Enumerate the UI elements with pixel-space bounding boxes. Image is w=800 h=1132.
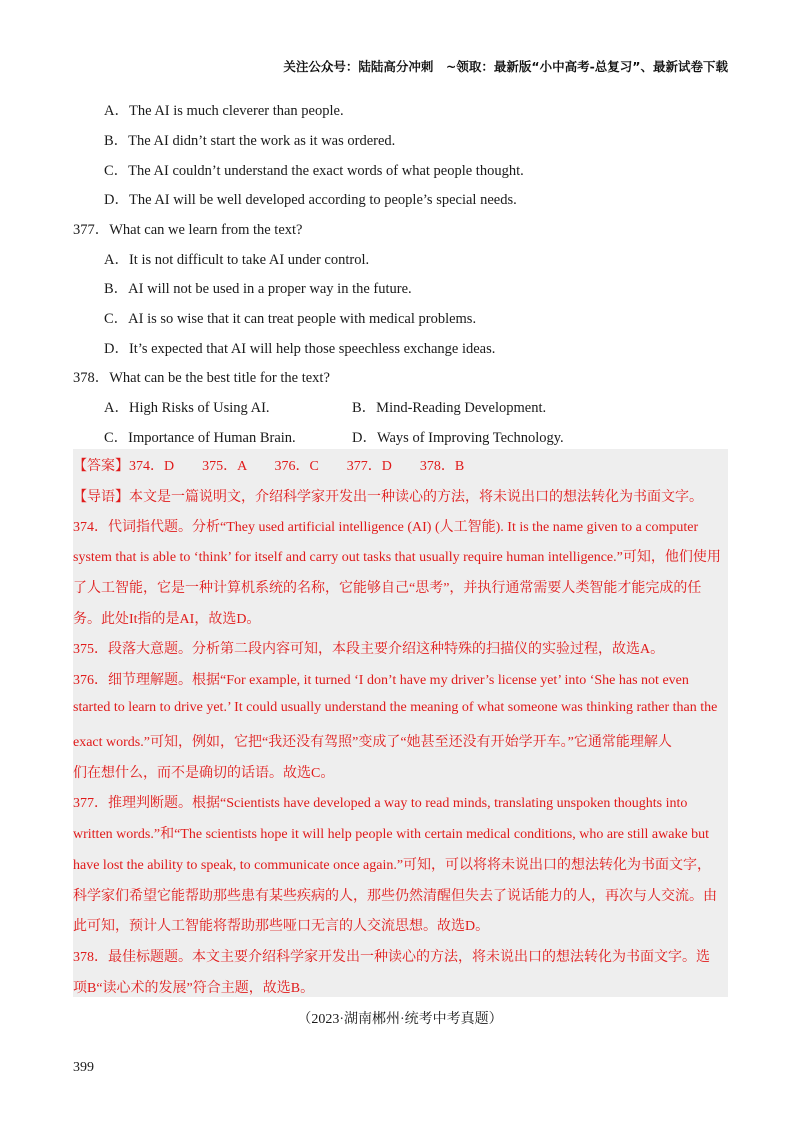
q377-stem: 377．What can we learn from the text? [73,222,303,238]
analysis-line: 务。此处It指的是AI，故选D。 [73,612,261,627]
intro-line: 【导语】本文是一篇说明文，介绍科学家开发出一种读心的方法，将未说出口的想法转化为书面文字。 [73,490,703,505]
q377-option-c: C．AI is so wise that it can treat people with medical problems. [104,311,477,327]
q377-option-b: B．AI will not be used in a proper way in the future. [104,281,412,297]
analysis-line: 378．最佳标题题。本文主要介绍科学家开发出一种读心的方法，将未说出口的想法转化为书面文字。选 [73,950,710,965]
q378-option-b: B．Mind-Reading Development. [352,400,547,416]
analysis-line: 项B“读心术的发展”符合主题，故选B。 [73,981,315,996]
analysis-line: 科学家们希望它能帮助那些患有某些疾病的人，那些仍然清醒但失去了说话能力的人，再次与人交流。由 [73,889,717,904]
analysis-line: 377．推理判断题。根据“Scientists have developed a way to read minds, translating unspoken thoughts into [73,796,688,811]
source-caption: （2023·湖南郴州·统考中考真题） [297,1012,503,1027]
analysis-line: system that is able to ‘think’ for itself and carry out tasks that usually require human intelligence.”可知，他们使用 [73,550,721,565]
answer-line: 【答案】374．D 375．A 376．C 377．D 378．B [73,459,465,474]
q378-option-c: C．Importance of Human Brain. [104,430,296,446]
page-number: 399 [73,1060,94,1075]
analysis-line: 了人工智能，它是一种计算机系统的名称，它能够自己“思考”，并执行通常需要人类智能才能完成的任 [73,581,702,596]
analysis-line: have lost the ability to speak, to communicate once again.”可知，可以将将未说出口的想法转化为书面文字， [73,858,712,873]
analysis-line: 们在想什么，而不是确切的话语。故选C。 [73,766,335,781]
analysis-line: 此可知，预计人工智能将帮助那些哑口无言的人交流思想。故选D。 [73,919,490,934]
q377-option-d: D．It’s expected that AI will help those speechless exchange ideas. [104,341,496,357]
q376-option-c: C．The AI couldn’t understand the exact words of what people thought. [104,163,524,179]
q376-option-b: B．The AI didn’t start the work as it was ordered. [104,133,396,149]
q378-option-d: D．Ways of Improving Technology. [352,430,564,446]
q378-option-a: A．High Risks of Using AI. [104,400,270,416]
analysis-line: 376．细节理解题。根据“For example, it turned ‘I don’t have my driver’s license yet’ into ‘She has not even [73,673,689,688]
q376-option-d: D．The AI will be well developed according to people’s special needs. [104,192,517,208]
analysis-line: 375．段落大意题。分析第二段内容可知，本段主要介绍这种特殊的扫描仪的实验过程，故选A。 [73,642,665,657]
page-header: 关注公众号：陆陆高分冲刺 ~领取：最新版“小中高考-总复习”、最新试卷下载 [283,59,728,74]
analysis-line: started to learn to drive yet.’ It could usually understand the meaning of what someone was thinking rather than the [73,700,718,715]
analysis-line: exact words.”可知，例如，它把“我还没有驾照”变成了“她甚至还没有开始学开车。”它通常能理解人 [73,735,672,750]
q378-stem: 378．What can be the best title for the text? [73,370,330,386]
q376-option-a: A．The AI is much cleverer than people. [104,103,344,119]
analysis-line: written words.”和“The scientists hope it will help people with certain medical conditions, who are still awake but [73,827,710,842]
q377-option-a: A．It is not difficult to take AI under control. [104,252,370,268]
analysis-line: 374．代词指代题。分析“They used artificial intelligence (AI) (人工智能). It is the name given to a computer [73,520,699,535]
